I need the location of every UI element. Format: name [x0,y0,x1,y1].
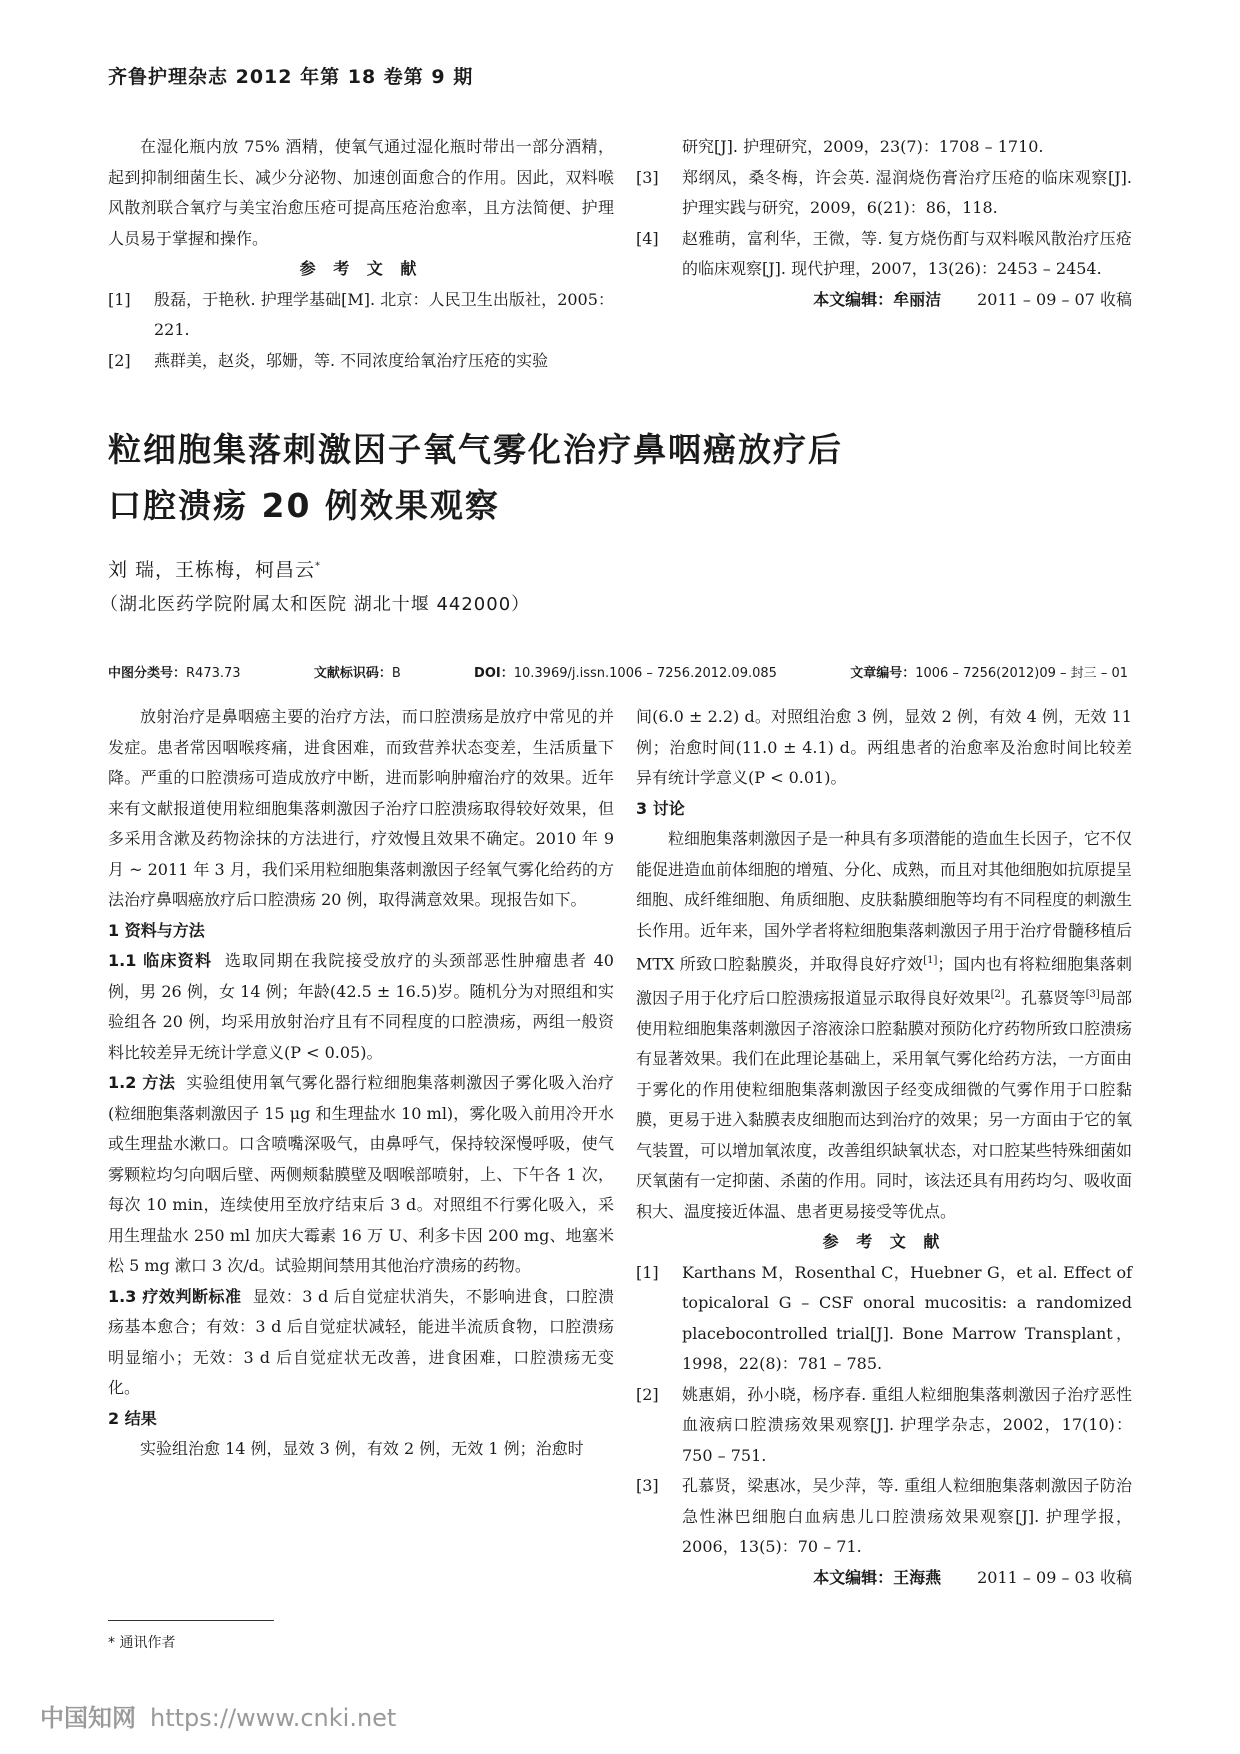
section-1-2-text: 实验组使用氧气雾化器行粒细胞集落刺激因子雾化吸入治疗(粒细胞集落刺激因子 15 μg 和生理盐水 10 ml)，雾化吸入前用冷开水或生理盐水漱口。口含喷嘴深吸气，由鼻呼气，保持较深慢呼吸，使气雾颗粒均匀向咽后壁、两侧颊黏膜壁及咽喉部喷射，上、下午各 1 次，每次 10 min，连续使用至放疗结束后 3 d。对照组不行雾化吸入，采用生理盐水 250 ml 加庆大霉素 16 万 U、利多卡因 200 mg、地塞米松 5 mg 漱口 3 次/d。试验期间禁用其他治疗溃疡的药物。 [108,1073,614,1275]
footnote-divider [108,1620,274,1621]
doi: DOI：10.3969/j.issn.1006 – 7256.2012.09.085 [474,666,777,681]
section-1-heading: 1 资料与方法 [108,920,205,940]
section-1-2-heading: 1.2 方法 [108,1073,176,1092]
ref-text: Karthans M，Rosenthal C，Huebner G，et al. Effect of topicaloral G – CSF onoral mucositis: a randomized placebocontrolled trial[J]. Bone Marrow Transplant，1998，22(8)：781 – 785. [682,1262,1132,1374]
section-1-3 [108,1282,614,1404]
corresponding-author-mark: * [315,560,322,572]
author-names: 刘 瑞，王栋梅，柯昌云 [108,559,316,581]
section-1-3-text: 显效：3 d 后自觉症状消失，不影响进食，口腔溃疡基本愈合；有效：3 d 后自觉症状减轻，能进半流质食物，口腔溃疡明显缩小；无效：3 d 后自觉症状无改善，进食困难，口腔溃疡无变化。 [108,1286,614,1397]
prev-ref-text: 郑纲凤，桑冬梅，许会英. 湿润烧伤膏治疗压疮的临床观察[J]. 护理实践与研究，2009，6(21)：86，118. [682,167,1132,217]
ref-text: 孔慕贤，梁惠冰，吴少萍，等. 重组人粒细胞集落刺激因子防治急性淋巴细胞白血病患儿口腔溃疡效果观察[J]. 护理学报，2006，13(5)：70 – 71. [682,1476,1132,1557]
prev-ref-item [636,132,1132,163]
prev-article-right-column [636,132,1132,315]
ref-item [636,1380,1132,1472]
prev-ref-text: 燕群美，赵炎，邬姗，等. 不同浓度给氧治疗压疮的实验 [154,350,549,370]
article-title-line-2: 口腔溃疡 20 例效果观察 [108,486,500,525]
footnote: * 通讯作者 [108,1635,176,1651]
ref-item [636,1471,1132,1563]
prev-ref-num: [2] [108,350,131,370]
results-paragraph-start: 实验组治愈 14 例，显效 3 例，有效 2 例，无效 1 例；治愈时 [140,1439,584,1458]
prev-editor-line [636,285,1132,316]
prev-ref-text: 赵雅萌，富利华，王微，等. 复方烧伤酊与双料喉风散治疗压疮的临床观察[J]. 现代护理，2007，13(26)：2453 – 2454. [682,228,1132,278]
watermark-brand: 中国知网 [40,1704,136,1732]
editor-line [636,1563,1132,1594]
document-code: 文献标识码：B [313,666,401,681]
section-1-3-heading: 1.3 疗效判断标准 [108,1286,242,1306]
section-1-1 [108,946,614,1068]
article-title [108,422,843,534]
prev-ref-num: [4] [636,228,659,248]
section-1-1-heading: 1.1 临床资料 [108,951,213,970]
received-date: 2011 – 09 – 03 收稿 [977,1567,1132,1587]
prev-ref-text: 殷磊，于艳秋. 护理学基础[M]. 北京：人民卫生出版社，2005：221. [154,289,614,339]
section-1-2 [108,1068,614,1282]
clc-number: 中图分类号：R473.73 [108,666,241,681]
author-affiliation: （湖北医药学院附属太和医院 湖北十堰 442000） [100,594,531,615]
ref-num: [3] [636,1476,659,1496]
editor-label: 本文编辑：王海燕 [813,1567,942,1587]
prev-ref-item [108,346,614,377]
ref-num: [1] [636,1262,659,1282]
citation-1: [1] [923,955,938,966]
prev-article-left-column [108,132,614,376]
prev-ref-item [636,224,1132,285]
prev-article-paragraph: 在湿化瓶内放 75% 酒精，使氧气通过湿化瓶时带出一部分酒精，起到抑制细菌生长、减少分泌物、加速创面愈合的作用。因此，双料喉风散剂联合氧疗与美宝治愈压疮可提高压疮治愈率，且方法简便、护理人员易于掌握和操作。 [108,137,614,248]
prev-ref-num: [1] [108,289,131,309]
prev-ref-num [636,132,682,163]
prev-ref-num: [3] [636,167,659,187]
cnki-watermark [40,1698,396,1733]
prev-ref-item [636,163,1132,224]
prev-received-date: 2011 – 09 – 07 收稿 [977,289,1132,309]
section-3-heading: 3 讨论 [636,798,685,818]
prev-ref-text: 研究[J]. 护理研究，2009，23(7)：1708 – 1710. [682,137,1044,156]
article-title-line-1: 粒细胞集落刺激因子氧气雾化治疗鼻咽癌放疗后 [108,430,843,469]
section-1-1-text: 选取同期在我院接受放疗的头颈部恶性肿瘤患者 40 例，男 26 例，女 14 例；年龄(42.5 ± 16.5)岁。随机分为对照组和实验组各 20 例，均采用放射治疗且有不同程度的口腔溃疡，两组一般资料比较差异无统计学意义(P < 0.05)。 [108,951,614,1062]
article-metadata [108,662,1128,681]
article-right-column [636,702,1132,1593]
discussion-paragraph: 粒细胞集落刺激因子是一种具有多项潜能的造血生长因子，它不仅能促进造血前体细胞的增殖、分化、成熟，而且对其他细胞如抗原提呈细胞、成纤维细胞、角质细胞、皮肤黏膜细胞等均有不同程度的刺激生长作用。近年来，国外学者将粒细胞集落刺激因子用于治疗骨髓移植后 MTX 所致口腔黏膜炎，并取得良好疗效[1]；国内也有将粒细胞集落刺激因子用于化疗后口腔溃疡报道显示取得良好效果[2]。孔慕贤等[3]局部使用粒细胞集落刺激因子溶液涂口腔黏膜对预防化疗药物所致口腔溃疡有显著效果。我们在此理论基础上，采用氧气雾化给药方法，一方面由于雾化的作用使粒细胞集落刺激因子经变成细微的气雾作用于口腔黏膜，更易于进入黏膜表皮细胞而达到治疗的效果；另一方面由于它的氧气装置，可以增加氧浓度，改善组织缺氧状态，对口腔某些特殊细菌如厌氧菌有一定抑菌、杀菌的作用。同时，该法还具有用药均匀、吸收面积大、温度接近体温、患者更易接受等优点。 [636,829,1133,1221]
section-2-heading: 2 结果 [108,1408,157,1428]
intro-paragraph: 放射治疗是鼻咽癌主要的治疗方法，而口腔溃疡是放疗中常见的并发症。患者常因咽喉疼痛，进食困难，而致营养状态变差，生活质量下降。严重的口腔溃疡可造成放疗中断，进而影响肿瘤治疗的效果。近年来有文献报道使用粒细胞集落刺激因子治疗口腔溃疡取得较好效果，但多采用含漱及药物涂抹的方法进行，疗效慢且效果不确定。2010 年 9 月 ~ 2011 年 3 月，我们采用粒细胞集落刺激因子经氧气雾化给药的方法治疗鼻咽癌放疗后口腔溃疡 20 例，取得满意效果。现报告如下。 [108,707,614,909]
citation-2: [2] [990,988,1005,1000]
article-number: 文章编号：1006 – 7256(2012)09 – 封三 – 01 [850,666,1128,681]
article-authors [108,555,321,582]
ref-num: [2] [636,1384,659,1404]
ref-text: 姚惠娟，孙小晓，杨序春. 重组人粒细胞集落刺激因子治疗恶性血液病口腔溃疡效果观察[J]. 护理学杂志，2002，17(10)：750 – 751. [682,1384,1132,1465]
article-left-column [108,702,614,1465]
prev-refs-title: 参 考 文 献 [299,259,423,278]
citation-3: [3] [1085,988,1100,1000]
refs-title: 参 考 文 献 [822,1232,946,1252]
prev-ref-item [108,285,614,346]
running-header: 齐鲁护理杂志 2012 年第 18 卷第 9 期 [108,66,474,88]
results-paragraph-end: 间(6.0 ± 2.2) d。对照组治愈 3 例，显效 2 例，有效 4 例，无效 11 例；治愈时间(11.0 ± 4.1) d。两组患者的治愈率及治愈时间比较差异有统计学意义(P < 0.01)。 [636,707,1132,787]
ref-item [636,1258,1132,1380]
watermark-url[interactable]: https://www.cnki.net [150,1704,397,1732]
prev-editor-label: 本文编辑：牟丽洁 [813,289,942,309]
